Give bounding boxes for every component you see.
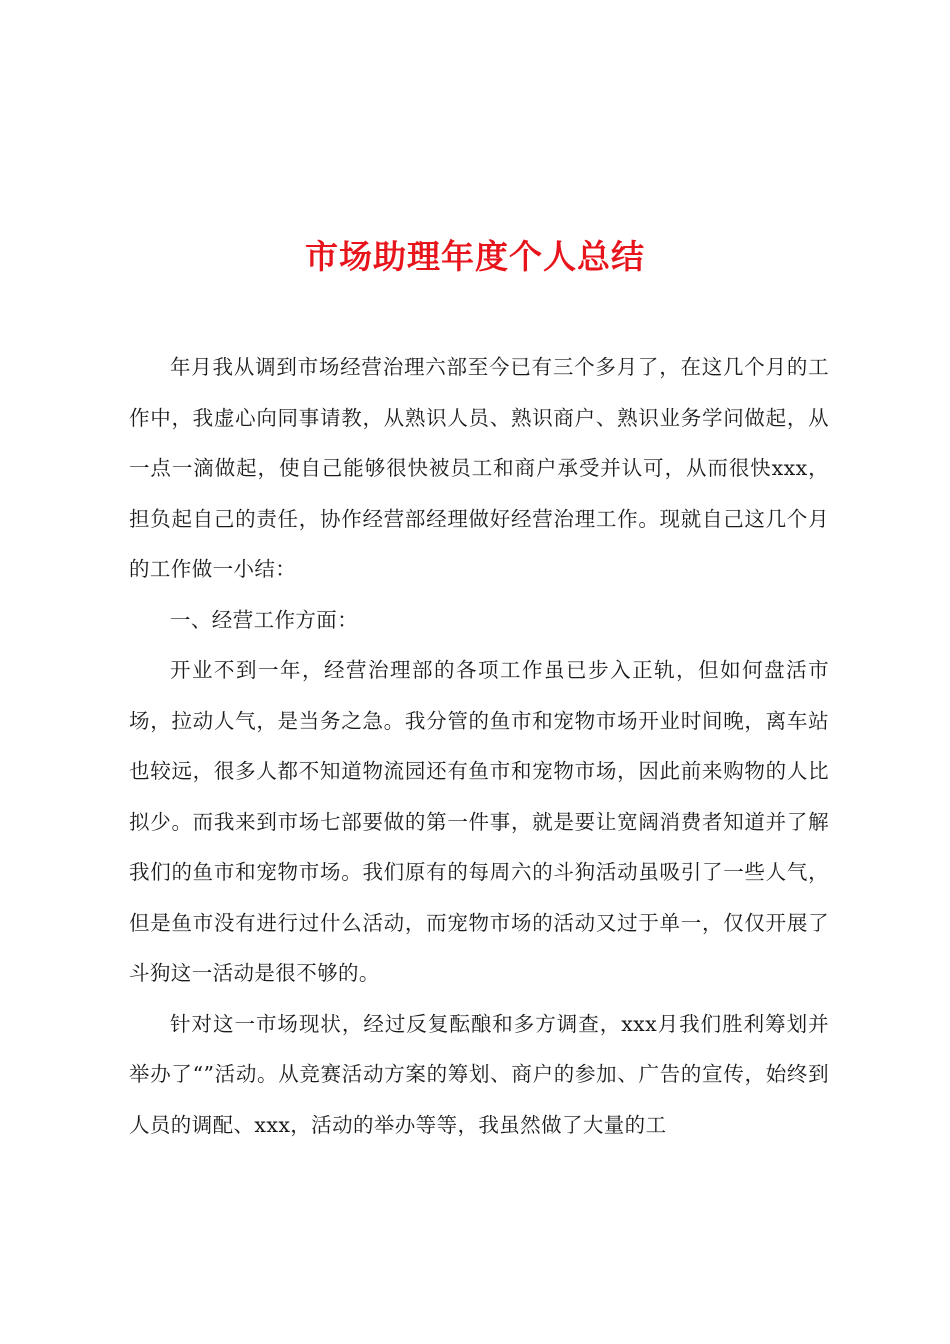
paragraph-activity-planning: 针对这一市场现状，经过反复酝酿和多方调查，xxx月我们胜利筹划并举办了“”活动。从竞赛活动方案的筹划、商户的参加、广告的宣传，始终到人员的调配、xxx，活动的举办等等，我虽然做了大量的工 xyxy=(129,1011,829,1137)
document-title: 市场助理年度个人总结 xyxy=(305,237,645,277)
document-body xyxy=(129,342,829,1150)
paragraph-intro: 年月我从调到市场经营治理六部至今已有三个多月了，在这几个月的工作中，我虚心向同事请教，从熟识人员、熟识商户、熟识业务学问做起，从一点一滴做起，使自己能够很快被员工和商户承受并认可，从而很快xxx，担负起自己的责任，协作经营部经理做好经营治理工作。现就自己这几个月的工作做一小结： xyxy=(129,355,829,581)
paragraph-market-situation: 开业不到一年，经营治理部的各项工作虽已步入正轨，但如何盘活市场，拉动人气，是当务之急。我分管的鱼市和宠物市场开业时间晚，离车站也较远，很多人都不知道物流园还有鱼市和宠物市场，因此前来购物的人比拟少。而我来到市场七部要做的第一件事，就是要让宽阔消费者知道并了解我们的鱼市和宠物市场。我们原有的每周六的斗狗活动虽吸引了一些人气，但是鱼市没有进行过什么活动，而宠物市场的活动又过于单一，仅仅开展了斗狗这一活动是很不够的。 xyxy=(129,658,829,985)
section-heading-business-work: 一、经营工作方面： xyxy=(170,607,359,632)
